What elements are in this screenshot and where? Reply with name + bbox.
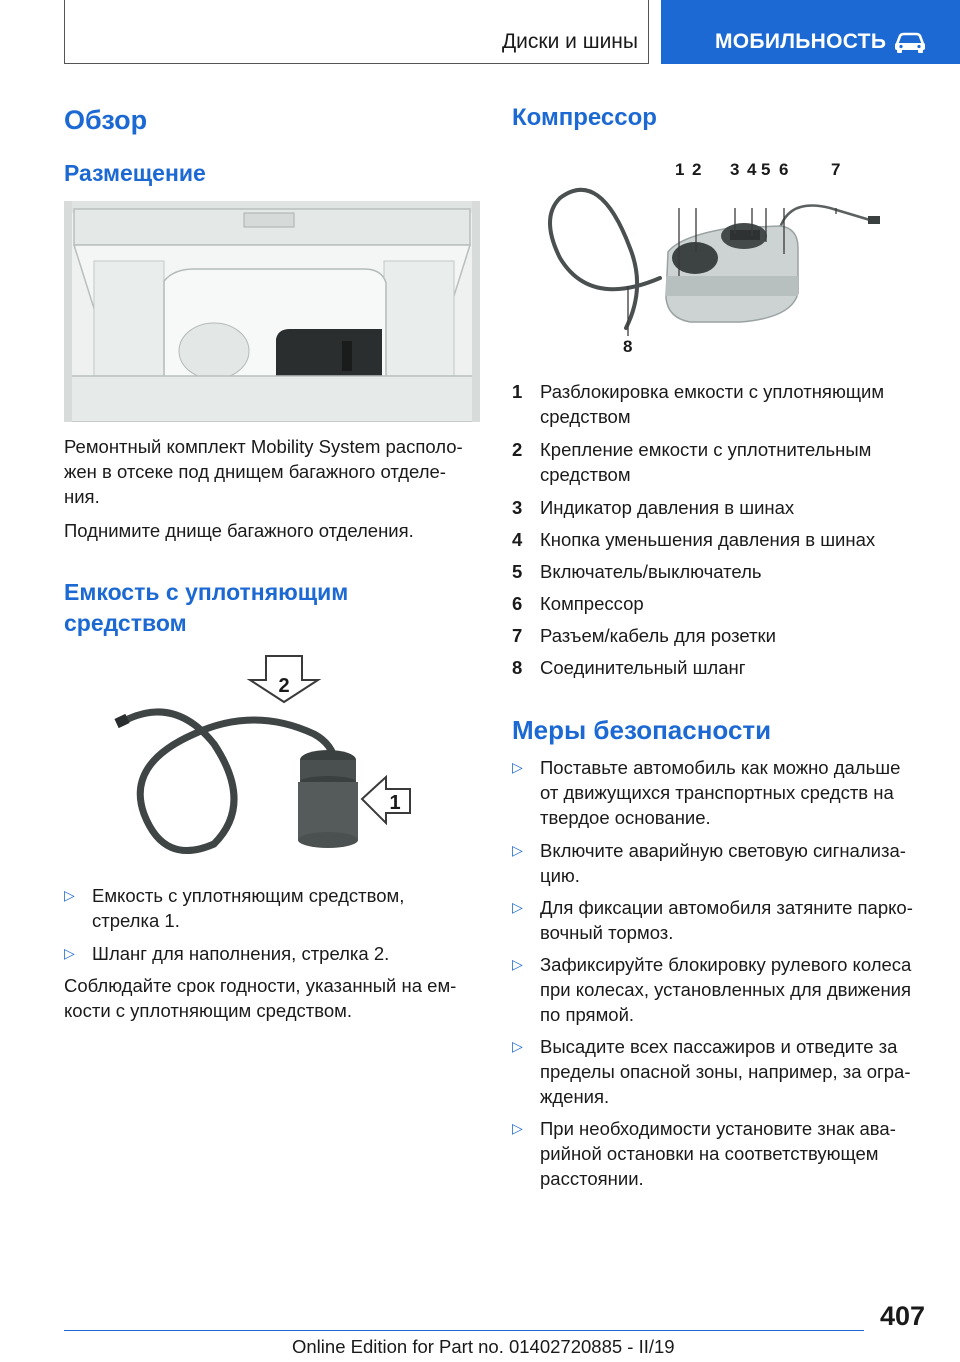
page-number: 407 <box>880 1301 926 1331</box>
triangle-bullet-icon: ▷ <box>512 956 523 972</box>
callout-1: 1 <box>675 160 685 179</box>
triangle-bullet-icon: ▷ <box>512 842 523 858</box>
placement-paragraph-line1: Ремонтный комплект Mobility System располо‐ <box>64 436 463 457</box>
triangle-bullet-icon: ▷ <box>512 1120 523 1136</box>
trunk-floor-image <box>64 201 480 422</box>
triangle-bullet-icon: ▷ <box>64 945 75 961</box>
triangle-bullet-icon: ▷ <box>512 899 523 915</box>
footer-divider <box>64 1330 864 1331</box>
car-icon <box>893 30 927 54</box>
safety-heading: Меры безопасности <box>512 715 772 745</box>
lift-floor-paragraph: Поднимите днище багажного отделения. <box>64 520 414 541</box>
compressor-image <box>530 158 890 358</box>
callout-2: 2 <box>692 160 702 179</box>
header-section-title: Диски и шины <box>501 30 638 53</box>
placement-paragraph-line3: ния. <box>64 486 100 507</box>
callout-4: 4 <box>747 160 757 179</box>
page-title: Обзор <box>64 105 148 135</box>
callout-8: 8 <box>623 337 633 356</box>
footer-edition: Online Edition for Part no. 01402720885 - II/19 <box>292 1336 675 1357</box>
header-chapter-tab <box>661 0 960 64</box>
expiry-paragraph-line1: Соблюдайте срок годности, указанный на ем‐ <box>64 975 457 996</box>
arrow-label-1: 1 <box>389 792 401 814</box>
placement-paragraph-line2: жен в отсеке под днищем багажного отделе‐ <box>64 461 446 482</box>
triangle-bullet-icon: ▷ <box>512 759 523 775</box>
callout-5: 5 <box>761 160 771 179</box>
header-chapter-label: МОБИЛЬНОСТЬ <box>715 30 887 53</box>
arrow-label-2: 2 <box>278 675 290 697</box>
triangle-bullet-icon: ▷ <box>512 1038 523 1054</box>
callout-3: 3 <box>730 160 740 179</box>
callout-6: 6 <box>779 160 789 179</box>
section-heading-placement: Размещение <box>64 160 206 186</box>
expiry-paragraph-line2: кости с уплотняющим средством. <box>64 1000 353 1021</box>
section-heading-sealant-line2: средством <box>64 610 187 636</box>
compressor-heading: Компрессор <box>512 104 657 131</box>
triangle-bullet-icon: ▷ <box>64 887 75 903</box>
sealant-bottle-image <box>104 654 416 864</box>
callout-7: 7 <box>831 160 841 179</box>
section-heading-sealant-line1: Емкость с уплотняющим <box>64 579 349 605</box>
